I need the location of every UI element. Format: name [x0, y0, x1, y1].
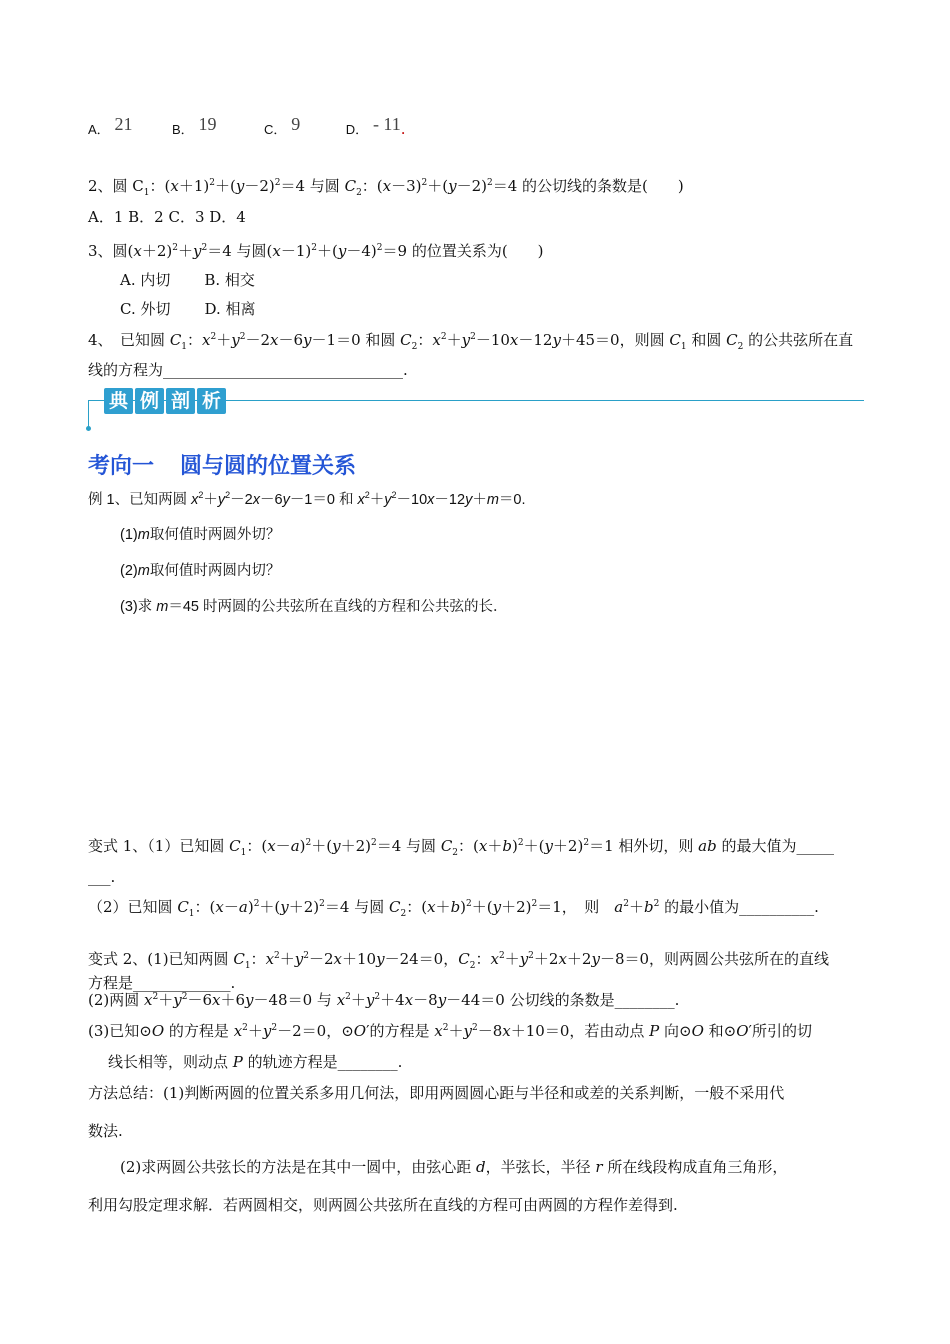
option-d-letter: D． — [345, 122, 369, 137]
sub: 2 — [356, 188, 362, 198]
option-b-letter: B． — [172, 122, 194, 137]
v1-text: ＋( — [471, 898, 493, 916]
sup: 2 — [583, 838, 590, 848]
var-y: y — [303, 331, 312, 349]
sub: 1 — [240, 848, 247, 858]
v1-text: ) — [511, 837, 518, 855]
v1-text: ＝1， 则 — [537, 898, 615, 916]
var-y: y — [384, 492, 392, 508]
q3-text: ＋2) — [141, 242, 173, 260]
sup: 2 — [370, 838, 377, 848]
v1-text: － — [223, 898, 239, 916]
v2-text: －24＝0， — [384, 950, 459, 968]
q3-option-d: D. 相离 — [204, 300, 256, 318]
v1-text: 的最大值为_____ — [716, 837, 834, 855]
v1-text: ＋ — [435, 898, 451, 916]
v1-text: ：( — [194, 898, 216, 916]
option-a-value: 21 — [114, 114, 133, 134]
summary-line-1: 方法总结：(1)判断两圆的位置关系多用几何法，即用两圆圆心距与半径和或差的关系判断，一般不采用代 — [88, 1084, 785, 1102]
sup: 2 — [201, 243, 208, 253]
v2-text: (3)已知⊙ — [88, 1022, 152, 1040]
variant-2-line-4 — [88, 1022, 812, 1040]
q2-text: ：( — [361, 177, 383, 195]
sup: 2 — [242, 1023, 248, 1033]
var-b: b — [502, 837, 512, 855]
summary-text: 所在线段构成直角三角形， — [602, 1158, 788, 1176]
sup: 2 — [421, 178, 428, 188]
v2-text: ： — [250, 950, 266, 968]
variant-1-line-3 — [88, 898, 819, 919]
v2-text: －6 — [187, 991, 213, 1009]
sup: 2 — [442, 1023, 449, 1033]
variant-2-line-1 — [88, 950, 830, 971]
var-C: C — [389, 898, 401, 916]
var-x: x — [215, 898, 224, 916]
variant-2-line-3 — [88, 991, 679, 1009]
var-x: x — [558, 950, 567, 968]
var-x: x — [272, 242, 281, 260]
sub: 2 — [411, 342, 418, 352]
summary-line-2: 数法. — [88, 1122, 123, 1140]
v2-text: －8＝0，则两圆公共弦所在的直线 — [599, 950, 830, 968]
q3-options-row2 — [120, 300, 256, 318]
sub: 1 — [143, 188, 150, 198]
q3-option-b: B. 相交 — [204, 271, 255, 289]
sup: 2 — [311, 243, 318, 253]
ex1-text: ＋ — [369, 492, 385, 508]
sup: 2 — [470, 332, 476, 342]
q2-text: ：( — [149, 177, 171, 195]
v2-text: ＋ — [448, 1022, 464, 1040]
q4-text: ： — [187, 331, 203, 349]
sup: 2 — [210, 332, 217, 342]
ex1-prefix: (1) — [120, 527, 138, 543]
banner-char: 典 — [104, 388, 133, 414]
q4-text: －6 — [278, 331, 304, 349]
q2-text: －2) — [244, 177, 275, 195]
var-x: x — [333, 950, 343, 968]
v1-text: － — [275, 837, 291, 855]
q4-text: 4、 已知圆 — [88, 331, 170, 349]
var-m: m — [156, 599, 169, 615]
sup: 2 — [172, 243, 179, 253]
var-x: x — [212, 991, 221, 1009]
example-1 — [88, 492, 526, 509]
v1-text: ＋( — [311, 837, 333, 855]
var-O: O — [736, 1022, 749, 1040]
var-a: a — [238, 898, 248, 916]
q2-text: －2) — [456, 177, 488, 195]
v2-text: ＋2 — [566, 950, 592, 968]
v2-text: －48＝0 与 — [253, 991, 337, 1009]
v2-text: ＋ — [504, 950, 520, 968]
var-x: x — [434, 1022, 443, 1040]
sup: 2 — [471, 1023, 478, 1033]
q3-text: －1) — [280, 242, 312, 260]
ex1-text: ＋ — [472, 492, 487, 508]
section-rule-dot — [86, 426, 91, 431]
summary-text: (2)求两圆公共弦长的方法是在其中一圆中，由弦心距 — [120, 1158, 477, 1176]
var-y: y — [294, 950, 304, 968]
var-y: y — [448, 177, 457, 195]
var-C: C — [726, 331, 738, 349]
q1-options — [88, 114, 406, 140]
q3-text: －4) — [346, 242, 377, 260]
var-d: d — [476, 1158, 486, 1176]
v2-text: －8 — [413, 991, 438, 1009]
ex1-text: －6 — [259, 492, 283, 508]
sup: 2 — [531, 899, 538, 909]
var-y: y — [376, 950, 385, 968]
sup: 2 — [305, 838, 312, 848]
var-x: x — [191, 492, 199, 508]
section-heading — [88, 449, 356, 480]
v2-text: ＋ — [247, 1022, 263, 1040]
v2-text: ＋2 — [533, 950, 559, 968]
sup: 2 — [528, 951, 534, 961]
var-x: x — [509, 331, 519, 349]
v1-text: 的最小值为__________. — [659, 898, 819, 916]
q2-text: ＋( — [427, 177, 449, 195]
question-2 — [88, 177, 684, 198]
v1-text: （2）已知圆 — [88, 898, 178, 916]
v1-text: ) — [460, 898, 467, 916]
ex1-text: ＝0. — [498, 492, 526, 508]
var-m: m — [137, 527, 150, 543]
var-y: y — [492, 898, 502, 916]
q3-text: ＋ — [178, 242, 194, 260]
variant-2-line-5 — [108, 1053, 402, 1071]
sup: 2 — [274, 951, 280, 961]
sub: 2 — [469, 961, 476, 971]
sup: 2 — [319, 899, 325, 909]
var-x: x — [202, 331, 211, 349]
option-a-letter: A． — [88, 122, 110, 137]
var-C: C — [458, 950, 470, 968]
var-x: x — [382, 177, 392, 195]
v2-text: ＋ — [158, 991, 174, 1009]
v2-text: (2)两圆 — [88, 991, 145, 1009]
v1-text: ) — [299, 837, 306, 855]
example-1-part-2 — [120, 563, 280, 580]
var-y: y — [519, 950, 529, 968]
var-x: x — [427, 492, 435, 508]
option-b-value: 19 — [198, 114, 217, 134]
v2-text: －8 — [477, 1022, 503, 1040]
q4-text: ＋45＝0，则圆 — [560, 331, 670, 349]
v2-text: －2＝0，⊙ — [277, 1022, 354, 1040]
var-P: P — [649, 1022, 660, 1040]
variant-1-line-2: ___. — [88, 868, 116, 886]
v1-text: 变式 1、（1）已知圆 — [88, 837, 230, 855]
banner-char: 析 — [197, 388, 226, 414]
q2-text: ＋( — [215, 177, 236, 195]
sup: 2 — [152, 992, 159, 1002]
q4-text: 和圆 — [686, 331, 727, 349]
var-C: C — [440, 837, 453, 855]
sub: 1 — [680, 342, 687, 352]
v1-text: ＋( — [523, 837, 545, 855]
v2-text: 线长相等，则动点 — [108, 1053, 233, 1071]
ex1-text: －10 — [396, 492, 428, 508]
v2-text: ′的方程是 — [366, 1022, 435, 1040]
var-y: y — [245, 991, 254, 1009]
var-x: x — [502, 1022, 511, 1040]
summary-line-3 — [120, 1158, 787, 1176]
sup: 2 — [487, 178, 493, 188]
var-y: y — [437, 991, 447, 1009]
v2-text: ′所引的切 — [748, 1022, 812, 1040]
q2-options: A．1 B．2 C．3 D．4 — [88, 208, 246, 226]
var-b: b — [450, 898, 461, 916]
ex1-prefix: (2) — [120, 563, 138, 579]
sup: 2 — [374, 992, 381, 1002]
sup: 2 — [517, 838, 524, 848]
var-C: C — [229, 837, 241, 855]
sub: 1 — [244, 961, 251, 971]
q2-text: ＝4 与圆 — [280, 177, 345, 195]
v2-text: ＋ — [350, 991, 366, 1009]
sup: 2 — [225, 490, 231, 501]
var-y: y — [217, 492, 226, 508]
var-O: O — [691, 1022, 704, 1040]
var-y: y — [365, 991, 375, 1009]
banner-char: 例 — [135, 388, 164, 414]
q3-text: ＝4 与圆( — [207, 242, 273, 260]
var-x: x — [432, 331, 441, 349]
var-x: x — [144, 991, 153, 1009]
var-C: C — [177, 898, 189, 916]
v1-text: ) — [247, 898, 254, 916]
sup: 2 — [345, 992, 351, 1002]
var-b: b — [644, 898, 654, 916]
var-y: y — [332, 837, 341, 855]
sup: 2 — [440, 332, 447, 342]
var-C: C — [669, 331, 681, 349]
q3-options-row1 — [120, 271, 255, 289]
ex1-text: ＋ — [203, 492, 218, 508]
sup: 2 — [253, 899, 260, 909]
q4-text: ＋ — [216, 331, 232, 349]
var-y: y — [173, 991, 182, 1009]
v1-text: ＝1 相外切，则 — [589, 837, 699, 855]
var-a: a — [614, 898, 624, 916]
q3-option-a: A. 内切 — [120, 271, 171, 289]
var-y: y — [337, 242, 347, 260]
ex1-text: －1＝0 和 — [289, 492, 358, 508]
v2-text: ＋ — [279, 950, 295, 968]
var-y: y — [193, 242, 202, 260]
v1-text: ＋( — [259, 898, 281, 916]
v2-text: 的轨迹方程是________. — [242, 1053, 403, 1071]
option-c-letter: C． — [264, 122, 287, 137]
summary-line-4: 利用勾股定理求解．若两圆相交，则两圆公共弦所在直线的方程可由两圆的方程作差得到. — [88, 1196, 678, 1214]
v2-text: －44＝0 公切线的条数是________. — [446, 991, 680, 1009]
var-y: y — [591, 950, 600, 968]
var-y: y — [282, 492, 290, 508]
q4-text: －2 — [245, 331, 271, 349]
v2-text: 的方程是 — [164, 1022, 234, 1040]
var-y: y — [235, 177, 245, 195]
v1-text: ＝4 与圆 — [376, 837, 441, 855]
q4-text: ： — [417, 331, 433, 349]
var-y: y — [262, 1022, 272, 1040]
ex1-sub1: 取何值时两圆外切？ — [149, 527, 281, 543]
sup: 2 — [271, 1023, 278, 1033]
v1-text: ＋2) — [501, 898, 532, 916]
sup: 2 — [653, 899, 660, 909]
ex1-sub2: 取何值时两圆内切？ — [149, 563, 281, 579]
v1-text: ＋2) — [552, 837, 584, 855]
var-C: C — [344, 177, 357, 195]
sup: 2 — [623, 899, 629, 909]
v2-text: 和⊙ — [703, 1022, 737, 1040]
var-a: a — [290, 837, 300, 855]
example-1-part-1 — [120, 527, 280, 544]
ex1-sub3: ＝45 时两圆的公共弦所在直线的方程和公共弦的长． — [168, 599, 508, 615]
var-C: C — [400, 331, 412, 349]
q4-text: －12 — [518, 331, 553, 349]
var-y: y — [544, 837, 553, 855]
option-d-suffix: . — [400, 120, 406, 138]
section-rule-vertical — [88, 400, 89, 428]
q2-text: ＋1) — [178, 177, 210, 195]
question-3 — [88, 242, 544, 260]
v2-text: 变式 2、(1)已知两圆 — [88, 950, 234, 968]
var-y: y — [461, 331, 471, 349]
sup: 2 — [209, 178, 215, 188]
q4-text: 的公共弦所在直 — [743, 331, 854, 349]
sup: 2 — [364, 490, 370, 501]
var-y: y — [552, 331, 561, 349]
q3-text: ＋( — [317, 242, 338, 260]
heading-part1: 考向一 — [88, 454, 155, 479]
v1-text: ：( — [406, 898, 428, 916]
q4-text: ＋ — [446, 331, 462, 349]
q3-text: 3、圆( — [88, 242, 134, 260]
v1-text: ＋ — [628, 898, 644, 916]
q4-line2: 线的方程为________________________________. — [88, 361, 408, 379]
var-O: O — [353, 1022, 367, 1040]
sup: 2 — [181, 992, 188, 1002]
q4-text: －1＝0 和圆 — [311, 331, 401, 349]
var-x: x — [252, 492, 260, 508]
q2-text: ＝4 的公切线的条数是( ) — [492, 177, 684, 195]
var-m: m — [486, 492, 499, 508]
var-x: x — [478, 837, 488, 855]
var-O: O — [151, 1022, 165, 1040]
sup: 2 — [303, 951, 309, 961]
sup: 2 — [376, 243, 383, 253]
example-1-part-3 — [120, 599, 508, 616]
q2-text: 2、圆 C — [88, 177, 144, 195]
var-r: r — [595, 1158, 603, 1176]
var-x: x — [427, 898, 436, 916]
var-x: x — [267, 837, 276, 855]
var-x: x — [270, 331, 279, 349]
var-x: x — [133, 242, 142, 260]
v2-text: ＋4 — [380, 991, 405, 1009]
var-x: x — [490, 950, 499, 968]
sup: 2 — [274, 178, 281, 188]
sub: 2 — [737, 342, 744, 352]
sub: 2 — [400, 909, 407, 919]
var-C: C — [169, 331, 182, 349]
v1-text: ＋ — [487, 837, 503, 855]
var-x: x — [265, 950, 275, 968]
var-m: m — [137, 563, 150, 579]
var-x: x — [357, 492, 365, 508]
var-ab: ab — [698, 837, 717, 855]
v2-text: ＋10 — [342, 950, 377, 968]
heading-part2: 圆与圆的位置关系 — [180, 454, 357, 479]
var-y: y — [463, 1022, 472, 1040]
v1-text: ＋2) — [288, 898, 320, 916]
var-y: y — [280, 898, 289, 916]
var-P: P — [232, 1053, 243, 1071]
summary-text: ，半弦长，半径 — [485, 1158, 596, 1176]
v1-text: ＝4 与圆 — [324, 898, 389, 916]
q3-text: ＝9 的位置关系为( ) — [382, 242, 544, 260]
sub: 2 — [452, 848, 459, 858]
sub: 1 — [188, 909, 195, 919]
var-x: x — [170, 177, 179, 195]
v2-text: ＋6 — [220, 991, 246, 1009]
sup: 2 — [498, 951, 505, 961]
var-x: x — [404, 991, 414, 1009]
var-x: x — [233, 1022, 243, 1040]
v2-text: ： — [475, 950, 491, 968]
q2-text: －3) — [391, 177, 422, 195]
var-x: x — [336, 991, 346, 1009]
sup: 2 — [198, 490, 204, 501]
v2-text: －2 — [309, 950, 334, 968]
var-C: C — [233, 950, 245, 968]
var-y: y — [465, 492, 473, 508]
variant-1-line-1 — [88, 837, 834, 858]
ex1-text: －12 — [434, 492, 466, 508]
v1-text: ：( — [458, 837, 479, 855]
variant-2-line-2: 方程是_____________. — [88, 974, 236, 992]
v1-text: ：( — [246, 837, 268, 855]
ex1-text: 例 1、已知两圆 — [88, 492, 192, 508]
q4-text: －10 — [475, 331, 510, 349]
sup: 2 — [466, 899, 472, 909]
v2-text: 向⊙ — [659, 1022, 692, 1040]
banner-char: 剖 — [166, 388, 195, 414]
section-banner — [104, 388, 226, 414]
question-4 — [88, 331, 854, 352]
v1-text: ＋2) — [340, 837, 371, 855]
ex1-sub3: (3)求 — [120, 599, 157, 615]
option-c-value: 9 — [291, 114, 301, 134]
ex1-text: －2 — [230, 492, 253, 508]
sub: 1 — [181, 342, 188, 352]
option-d-value: - 11 — [372, 114, 401, 134]
sup: 2 — [391, 490, 397, 501]
q3-option-c: C. 外切 — [120, 300, 171, 318]
var-y: y — [231, 331, 240, 349]
sup: 2 — [239, 332, 246, 342]
v2-text: ＋10＝0，若由动点 — [510, 1022, 650, 1040]
